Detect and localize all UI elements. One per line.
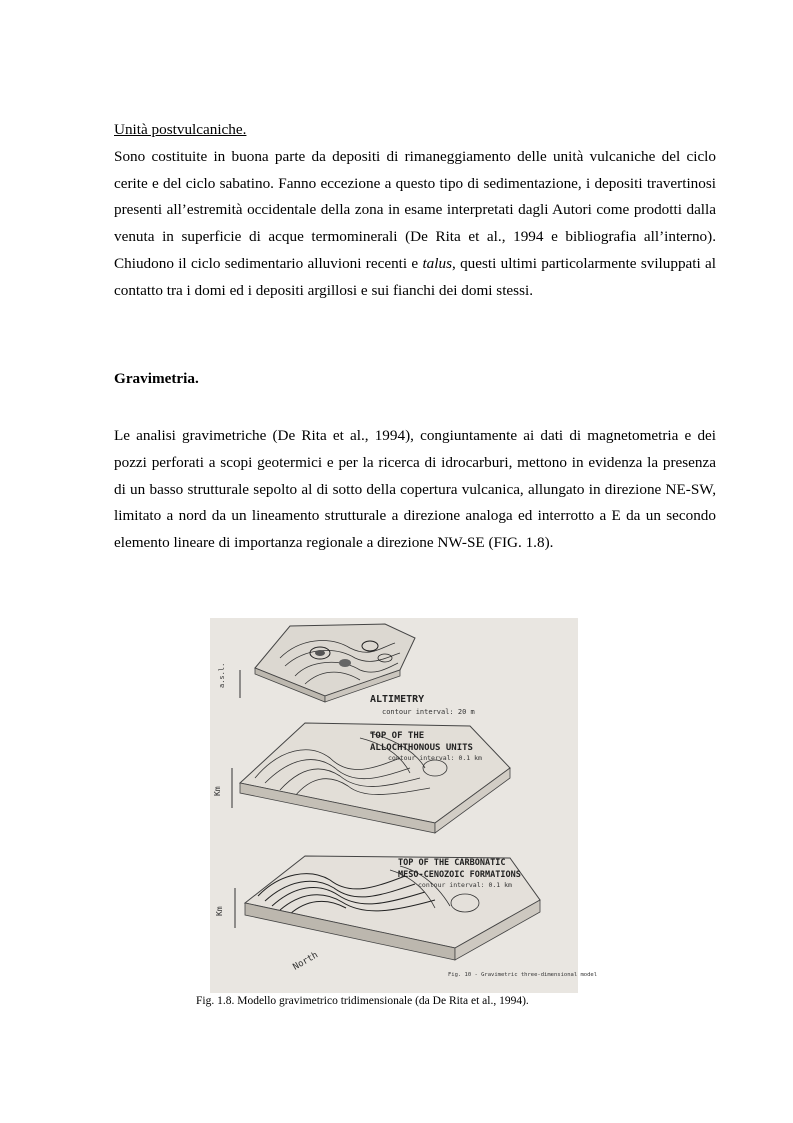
paragraph-italic-talus: talus <box>422 254 452 272</box>
panel3-subtitle: contour interval: 0.1 km <box>418 881 512 889</box>
allochthonous-block <box>213 723 510 833</box>
panel2-title-line2: ALLOCHTHONOUS UNITS <box>370 743 473 753</box>
paragraph-text-b: , questi ultimi particolarmente sviluppati al contatto tra i domi ed i depositi argillosi e sui fianchi dei domi stessi. <box>114 254 716 299</box>
carbonatic-block <box>215 856 540 973</box>
section-postvulcaniche <box>114 117 716 305</box>
figure-svg <box>210 618 598 993</box>
figure-caption: Fig. 1.8. Modello gravimetrico tridimensionale (da De Rita et al., 1994). <box>196 995 529 1007</box>
panel3-title-line2: MESO-CENOZOIC FORMATIONS <box>398 870 521 880</box>
figure-note: Fig. 10 - Gravimetric three-dimensional model <box>448 972 598 978</box>
axis-label-north: North <box>291 950 320 973</box>
section-heading-gravimetria: Gravimetria. <box>114 370 199 387</box>
axis-label-altimetry: a.s.l. <box>218 662 226 688</box>
paragraph-text-a: Sono costituite in buona parte da depositi di rimaneggiamento delle unità vulcaniche del ciclo cerite e del ciclo sabatino. Fanno eccezione a questo tipo di sedimentazione, i depositi travertinosi presenti all’estremità occidentale della zona in esame interpretati dagli Autori come prodotti dalla venuta in superficie di acque termominerali (De Rita et al., 1994 e bibliografia all’interno). Chiudono il ciclo sedimentario alluvioni recenti e <box>114 147 716 272</box>
panel2-subtitle: contour interval: 0.1 km <box>388 754 482 762</box>
altimetry-block <box>218 624 475 716</box>
axis-label-km-middle: Km <box>213 786 222 796</box>
axis-label-km-bottom: Km <box>215 906 224 916</box>
panel2-title-line1: TOP OF THE <box>370 731 425 741</box>
figure-gravimetric-model <box>210 618 598 993</box>
paragraph-gravimetria: Le analisi gravimetriche (De Rita et al., 1994), congiuntamente ai dati di magnetometria e dei pozzi perforati a scopi geotermici e per la ricerca di idrocarburi, mettono in evidenza la presenza di un basso strutturale sepolto al di sotto della copertura vulcanica, allungato in direzione NE-SW, limitato a nord da un lineamento strutturale a direzione analoga ed interrotto a E da un secondo elemento lineare di importanza regionale a direzione NW-SE (FIG. 1.8). <box>114 427 716 552</box>
panel1-title: ALTIMETRY <box>370 694 425 705</box>
paragraph-postvulcaniche <box>114 144 716 305</box>
panel3-title-line1: TOP OF THE CARBONATIC <box>398 858 506 868</box>
section-heading-postvulcaniche: Unità postvulcaniche. <box>114 121 247 138</box>
panel1-subtitle: contour interval: 20 m <box>382 708 475 716</box>
